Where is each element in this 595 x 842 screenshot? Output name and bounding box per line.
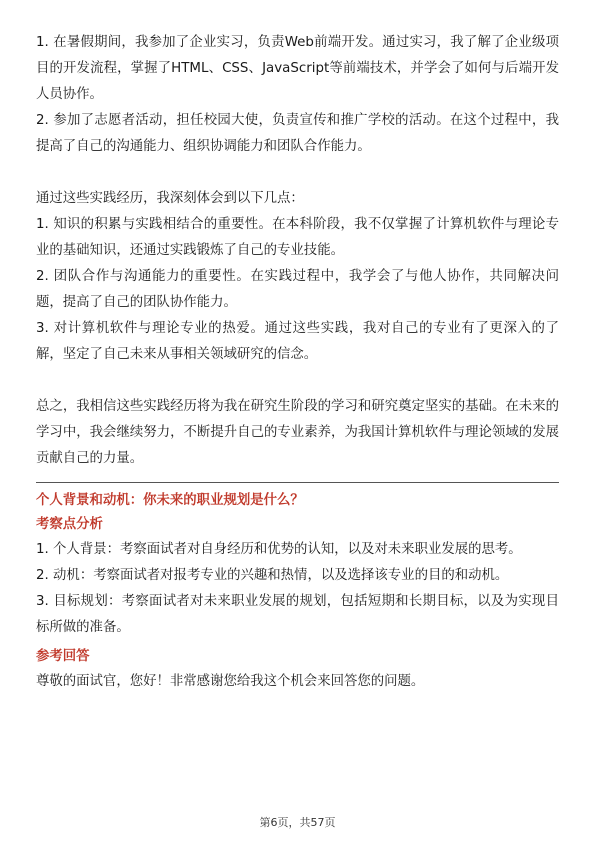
paragraph-spacer [36,160,559,186]
question-title: 个人背景和动机：你未来的职业规划是什么？ [36,482,559,513]
summary-paragraph: 总之，我相信这些实践经历将为我在研究生阶段的学习和研究奠定坚实的基础。在未来的学习中，我会继续努力，不断提升自己的专业素养，为我国计算机软件与理论领域的发展贡献自己的力量。 [36,399,559,466]
insight-item-3: 3. 对计算机软件与理论专业的热爱。通过这些实践，我对自己的专业有了更深入的了解，坚定了自己未来从事相关领域研究的信念。 [36,321,559,362]
insight-item-2: 2. 团队合作与沟通能力的重要性。在实践过程中，我学会了与他人协作，共同解决问题，提高了自己的团队协作能力。 [36,269,559,310]
page-content [36,30,559,695]
practice-item-1: 1. 在暑假期间，我参加了企业实习，负责Web前端开发。通过实习，我了解了企业级项目的开发流程，掌握了HTML、CSS、JavaScript等前端技术，并学会了如何与后端开发人员协作。 [36,35,559,102]
page-number: 第6页，共57页 [259,816,336,829]
paragraph-spacer [36,368,559,394]
answer-heading: 参考回答 [36,649,90,664]
analysis-point-1: 1. 个人背景：考察面试者对自身经历和优势的认知，以及对未来职业发展的思考。 [36,542,522,557]
analysis-point-2: 2. 动机：考察面试者对报考专业的兴趣和热情，以及选择该专业的目的和动机。 [36,568,509,583]
analysis-point-3: 3. 目标规划：考察面试者对未来职业发展的规划，包括短期和长期目标，以及为实现目标所做的准备。 [36,594,559,635]
analysis-heading: 考察点分析 [36,517,103,532]
insights-intro: 通过这些实践经历，我深刻体会到以下几点： [36,191,304,206]
practice-item-2: 2. 参加了志愿者活动，担任校园大使，负责宣传和推广学校的活动。在这个过程中，我提高了自己的沟通能力、组织协调能力和团队合作能力。 [36,113,559,154]
answer-opening: 尊敬的面试官，您好！非常感谢您给我这个机会来回答您的问题。 [36,674,425,689]
insight-item-1: 1. 知识的积累与实践相结合的重要性。在本科阶段，我不仅掌握了计算机软件与理论专业的基础知识，还通过实践锻炼了自己的专业技能。 [36,217,559,258]
